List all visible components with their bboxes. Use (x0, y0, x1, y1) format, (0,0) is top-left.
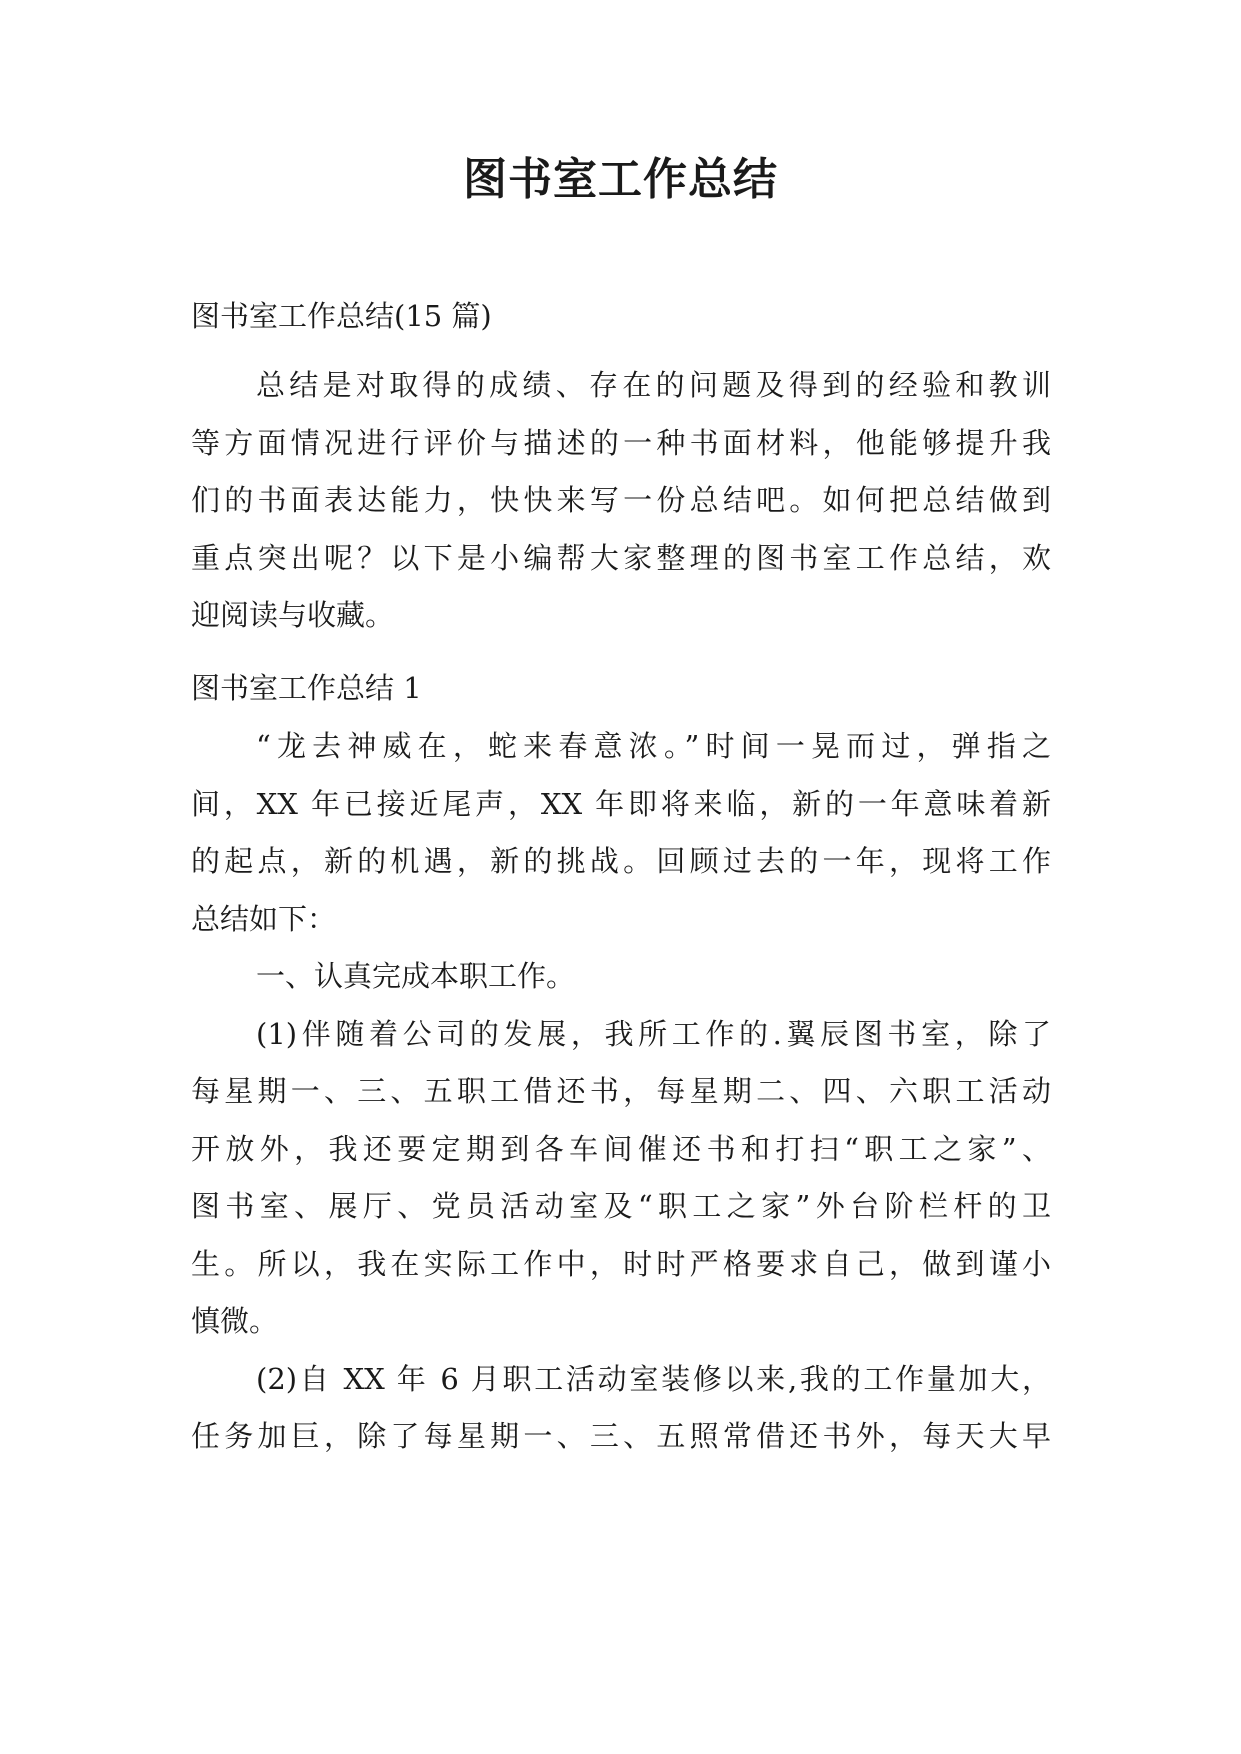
body-line: 间，XX 年已接近尾声，XX 年即将来临，新的一年意味着新 (191, 786, 1051, 821)
body-line: (1)伴随着公司的发展，我所工作的.翼辰图书室，除了 (256, 1016, 1051, 1051)
document-title: 图书室工作总结 (463, 154, 778, 205)
body-line: 任务加巨，除了每星期一、三、五照常借还书外，每天大早 (191, 1419, 1051, 1453)
body-line: “龙去神威在，蛇来春意浓。”时间一晃而过，弹指之 (256, 729, 1051, 763)
body-line: 每星期一、三、五职工借还书，每星期二、四、六职工活动 (191, 1074, 1051, 1108)
section-body (191, 718, 1051, 1466)
intro-line: 迎阅读与收藏。 (191, 598, 395, 632)
body-line: 图书室、展厅、党员活动室及“职工之家”外台阶栏杆的卫 (191, 1189, 1051, 1223)
intro-paragraph (191, 357, 1051, 645)
section-heading (191, 660, 1051, 718)
body-line: 的起点，新的机遇，新的挑战。回顾过去的一年，现将工作 (191, 844, 1051, 878)
intro-line: 们的书面表达能力，快快来写一份总结吧。如何把总结做到 (191, 483, 1051, 517)
body-line: 开放外，我还要定期到各车间催还书和打扫“职工之家”、 (191, 1131, 1051, 1166)
body-line: (2)自 XX 年 6 月职工活动室装修以来,我的工作量加大， (256, 1361, 1051, 1396)
body-line: 一、认真完成本职工作。 (256, 959, 576, 993)
body-line: 总结如下： (191, 901, 337, 936)
intro-line: 等方面情况进行评价与描述的一种书面材料，他能够提升我 (191, 425, 1051, 460)
intro-line: 总结是对取得的成绩、存在的问题及得到的经验和教训 (256, 368, 1051, 402)
intro-line: 重点突出呢？以下是小编帮大家整理的图书室工作总结，欢 (191, 540, 1051, 575)
document-subtitle: 图书室工作总结(15 篇) (191, 299, 492, 333)
body-line: 慎微。 (191, 1304, 279, 1338)
section-heading-text: 图书室工作总结 1 (191, 671, 422, 705)
body-line: 生。所以，我在实际工作中，时时严格要求自己，做到谨小 (191, 1246, 1051, 1281)
